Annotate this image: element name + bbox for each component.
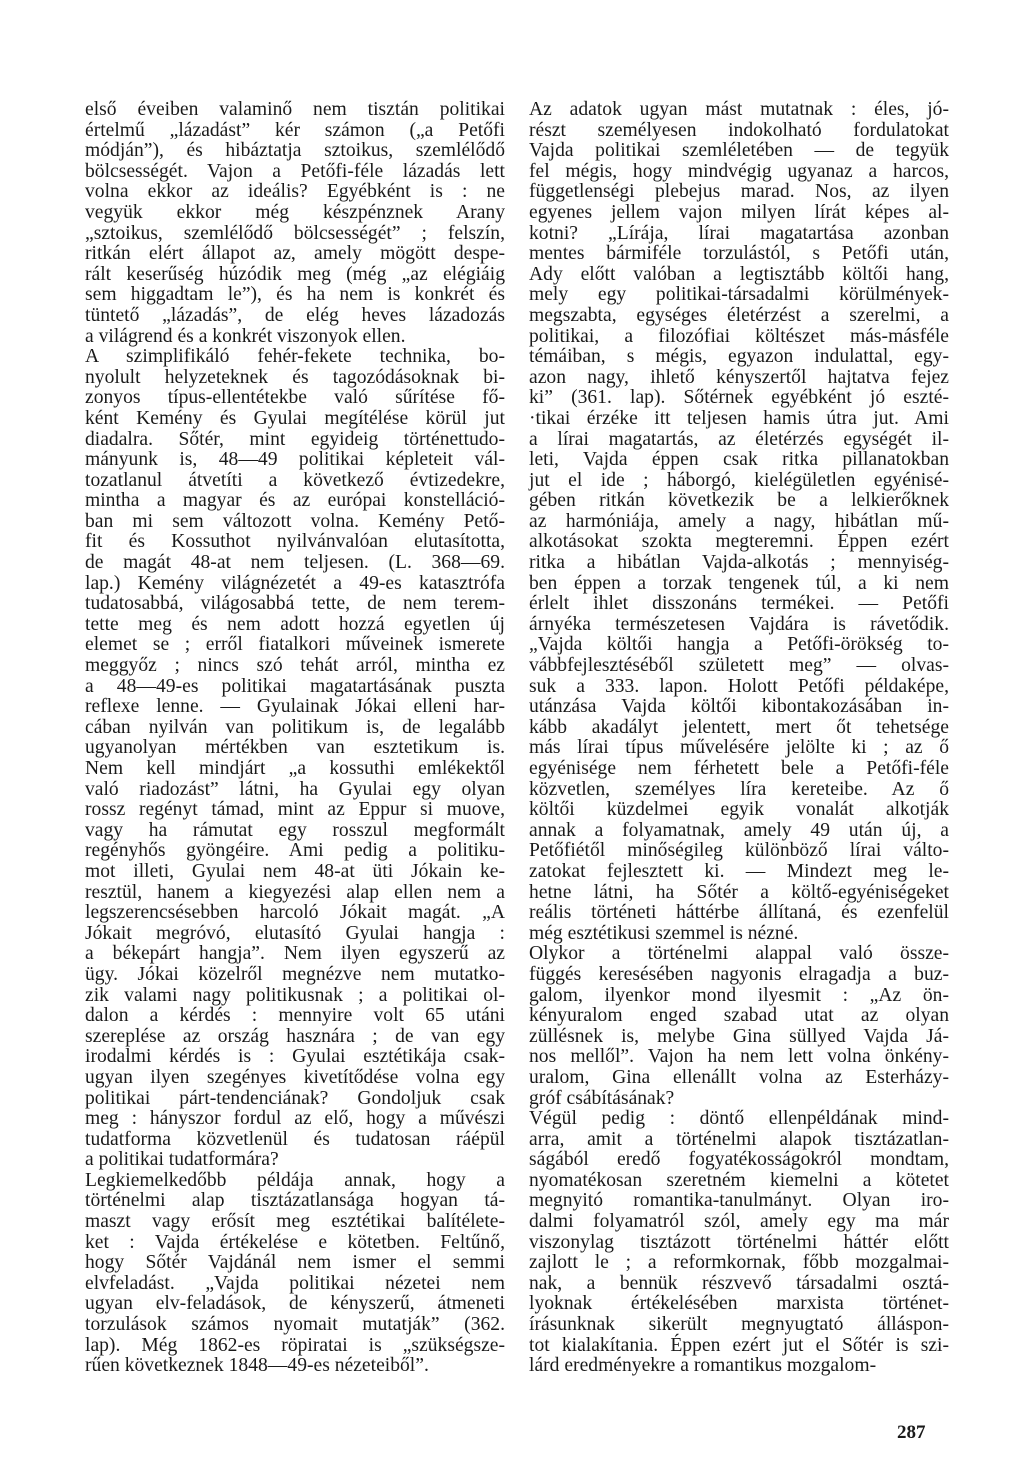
text-line: maszt vagy erősít meg esztétikai balítélete- (85, 1211, 505, 1233)
text-line: Ady előtt valóban a legtisztább költői hang, (529, 263, 949, 285)
text-line: mányunk is, 48—49 politikai képleteit vál- (85, 449, 505, 471)
text-line: szereplése az ország hasznára ; de van egy (85, 1025, 505, 1047)
text-line: ugyan ilyen szegényes kivetítődése volna egy (85, 1066, 505, 1088)
text-line: megnyitó romantika-tanulmányt. Olyan iro- (529, 1190, 949, 1212)
text-line: elemet se ; erről fiatalkori műveinek ismerete (85, 634, 505, 656)
text-line: Végül pedig : döntő ellenpéldának mind- (529, 1108, 949, 1130)
page-number: 287 (897, 1422, 926, 1443)
text-line: lap). Még 1862-es röpiratai is „szükségsze- (85, 1334, 505, 1356)
text-line: annak a folyamatnak, amely 49 után új, a (529, 819, 949, 841)
text-line: még esztétikusi szemmel is nézné. (529, 922, 799, 944)
text-line: mentes bármiféle torzulástól, s Petőfi után, (529, 243, 949, 265)
text-line: a lírai magatartás, az életérzés egységét il- (529, 428, 949, 450)
text-line: árnyéka természetesen Vajdára is rávetődik. (529, 613, 949, 635)
text-line: politikai párt-tendenciának? Gondoljuk csak (85, 1087, 505, 1109)
text-line: kényuralom enged szabad utat az olyan (529, 1005, 949, 1027)
text-line: a 48—49-es politikai magatartásának puszta (85, 675, 505, 697)
text-line: Jókait megróvó, elutasító Gyulai hangja : (85, 922, 505, 944)
text-line: tudatforma közvetlenül és tudatosan ráépül (85, 1128, 505, 1150)
text-line: arra, amit a történelmi alapok tisztázatlan- (529, 1128, 949, 1150)
text-line: Legkiemelkedőbb példája annak, hogy a (85, 1169, 505, 1191)
text-line: ben éppen a torzak tengenek túl, a ki nem (529, 572, 949, 594)
text-line: alkotásokat szokta megteremni. Éppen ezért (529, 531, 949, 553)
text-line: viszonylag tisztázott történelmi háttér előtt (529, 1231, 949, 1253)
text-line: nyomatékosan szeretném kiemelni a kötetet (529, 1169, 949, 1191)
text-line: vagy ha rámutat egy rosszul megformált (85, 819, 505, 841)
text-line: azon nagy, ihlető kényszertől hajtatva fejez (529, 366, 949, 388)
text-line: részt személyesen indokolható fordulatokat (529, 119, 949, 141)
text-line: regényhős gyöngéire. Ami pedig a politiku- (85, 840, 505, 862)
text-line: „sztoikus, szemlélődő bölcsességét” ; felszín, (85, 222, 505, 244)
text-line: lyoknak értékelésében marxista történet- (529, 1293, 949, 1315)
text-line: de magát 48-at nem teljesen. (L. 368—69. (85, 552, 505, 574)
text-line: ritka a hibátlan Vajda-alkotás ; mennyiség- (529, 552, 949, 574)
text-line: rossz regényt támad, mint az Eppur si muove, (85, 799, 505, 821)
text-line: irodalmi kérdés is : Gyulai esztétikája csak- (85, 1046, 505, 1068)
text-line: ugyanolyan mértékben van esztetikum is. (85, 737, 505, 759)
text-line: A szimplifikáló fehér-fekete technika, bo- (85, 346, 505, 368)
text-line: ·tikai érzéke itt teljesen hamis útra jut. Ami (529, 407, 949, 429)
text-line: sem higgadtam le”), és ha nem is konkrét és (85, 284, 505, 306)
text-line: vábbfejlesztéséből született meg” — olvas- (529, 655, 949, 677)
text-line: mely egy politikai-társadalmi körülmények- (529, 284, 949, 306)
text-line: értelmű „lázadást” kér számon („a Petőfi (85, 119, 505, 141)
text-line: ritkán elért állapot az, amely mögött despe- (85, 243, 505, 265)
text-line: írásunknak sikerült megnyugtató álláspon- (529, 1314, 949, 1336)
text-line: leti, Vajda éppen csak ritka pillanatokban (529, 449, 949, 471)
text-line: zatokat fejlesztett ki. — Mindezt meg le- (529, 860, 949, 882)
text-line: cában nyilván van politikum is, de legalább (85, 716, 505, 738)
text-line: gróf csábításának? (529, 1087, 675, 1109)
text-line: volna ekkor az ideális? Egyébként is : ne (85, 181, 505, 203)
text-line: elvfeladást. „Vajda politikai nézetei nem (85, 1272, 505, 1294)
text-line: dalmi folyamatról szól, amely egy ma már (529, 1211, 949, 1233)
text-line: galom, ilyenkor mond ilyesmit : „Az ön- (529, 984, 949, 1006)
text-line: ban mi sem változott volna. Kemény Pető- (85, 510, 505, 532)
text-line: történelmi alap tisztázatlansága hogyan tá- (85, 1190, 505, 1212)
right-text-column (529, 100, 949, 1377)
text-line: resztül, hanem a kiegyezési alap ellen nem a (85, 881, 505, 903)
text-line: költői küzdelmei egyik vonalát alkotják (529, 799, 949, 821)
text-line: érlelt ihlet disszonáns termékei. — Petőfi (529, 593, 949, 615)
text-line: fel mégis, hogy mindvégig ugyanaz a harcos, (529, 160, 949, 182)
text-line: Olykor a történelmi alappal való össze- (529, 943, 949, 965)
text-line: tozatlanul átvetíti a következő évtizedekre, (85, 469, 505, 491)
text-line: egyenes jellem vajon milyen lírát képes al- (529, 201, 949, 223)
text-line: lap.) Kemény világnézetét a 49-es katasztrófa (85, 572, 505, 594)
text-line: reális történeti háttérbe állítaná, és ezenfelül (529, 902, 949, 924)
text-line: torzulások számos nyomait mutatják” (362. (85, 1314, 505, 1336)
text-line: zonyos típus-ellentétekbe való sűrítése fő- (85, 387, 505, 409)
text-line: uralom, Gina ellenállt volna az Esterházy- (529, 1066, 949, 1088)
text-line: „Vajda költői hangja a Petőfi-örökség to- (529, 634, 949, 656)
text-line: nos mellől”. Vajon ha nem lett volna önkény- (529, 1046, 949, 1068)
text-line: bölcsességét. Vajon a Petőfi-féle lázadás lett (85, 160, 505, 182)
text-line: a politikai tudatformára? (85, 1149, 279, 1171)
text-line: lárd eredményekre a romantikus mozgalom- (529, 1355, 877, 1377)
text-line: ket : Vajda értékelése e kötetben. Feltűnő, (85, 1231, 505, 1253)
text-line: közvetlen, személyes líra kereteibe. Az ő (529, 778, 949, 800)
text-line: ként Kemény és Gyulai megítélése körül jut (85, 407, 505, 429)
text-line: tüntető „lázadás”, de elég heves lázadozás (85, 304, 505, 326)
text-line: hogy Sőtér Vajdánál nem ismer el semmi (85, 1252, 505, 1274)
text-line: rűen következnek 1848—49-es nézeteiből”. (85, 1355, 429, 1377)
text-line: nak, a bennük részvevő társadalmi osztá- (529, 1272, 949, 1294)
text-line: rált keserűség húzódik meg (még „az elégiáig (85, 263, 505, 285)
text-line: suk a 333. lapon. Holott Petőfi példaképe, (529, 675, 949, 697)
text-line: a világrend és a konkrét viszonyok ellen. (85, 325, 406, 347)
text-line: vegyük ekkor még készpénznek Arany (85, 201, 505, 223)
text-line: Petőfiétől minőségileg különböző lírai válto- (529, 840, 949, 862)
text-line: diadalra. Sőtér, mint egyideig történettudo- (85, 428, 505, 450)
left-text-column (85, 100, 505, 1377)
text-line: témáiban, s mégis, egyazon indulattal, egy- (529, 346, 949, 368)
text-line: zajlott le ; a reformkornak, főbb mozgalmai- (529, 1252, 949, 1274)
text-line: Az adatok ugyan mást mutatnak : éles, jó- (529, 99, 949, 120)
text-line: meg : hányszor fordul az elő, hogy a művészi (85, 1108, 505, 1130)
text-line: való riadozást” látni, ha Gyulai egy olyan (85, 778, 505, 800)
text-line: Vajda politikai szemléletében — de tegyük (529, 140, 949, 162)
text-line: függetlenségi plebejus marad. Nos, az ilyen (529, 181, 949, 203)
text-line: utánzása Vajda költői kibontakozásában in- (529, 696, 949, 718)
text-line: politikai, a filozófiai költészet más-másféle (529, 325, 949, 347)
text-line: mintha a magyar és az európai konstelláció- (85, 490, 505, 512)
text-line: Nem kell mindjárt „a kossuthi emlékektől (85, 758, 505, 779)
text-line: legszerencsésebben harcoló Jókait magát. „A (85, 902, 505, 924)
text-line: ságából eredő fogyatékosságokról mondtam, (529, 1149, 949, 1171)
text-line: tette meg és nem adott hozzá egyetlen új (85, 613, 505, 635)
text-line: tot kialakítania. Éppen ezért jut el Sőtér is szi- (529, 1334, 949, 1356)
text-line: módján”), és hibáztatja sztoikus, szemlélődő (85, 140, 505, 162)
text-line: ügy. Jókai közelről megnézve nem mutatko- (85, 963, 505, 985)
text-line: hetne látni, ha Sőtér a költő-egyéniségeket (529, 881, 949, 903)
text-line: más lírai típus művelésére jelölte ki ; az ő (529, 737, 949, 759)
text-line: első éveiben valaminő nem tisztán politikai (85, 99, 505, 120)
text-line: egyénisége nem férhetett bele a Petőfi-féle (529, 758, 949, 779)
text-line: zik valami nagy politikusnak ; a politikai ol- (85, 984, 505, 1006)
text-line: mot illeti, Gyulai nem 48-at üti Jókain ke- (85, 860, 505, 882)
text-line: kább akadályt jelentett, mert őt tehetsége (529, 716, 949, 738)
text-line: züllésnek is, melybe Gina süllyed Vajda Já- (529, 1025, 949, 1047)
text-line: tudatosabbá, világosabbá tette, de nem terem- (85, 593, 505, 615)
text-line: gében ritkán következik be a lelkierőknek (529, 490, 949, 512)
text-line: kotni? „Lírája, lírai magatartása azonban (529, 222, 949, 244)
text-line: ki” (361. lap). Sőtérnek egyébként jó eszté- (529, 387, 949, 409)
text-line: reflexe lenne. — Gyulainak Jókai elleni har- (85, 696, 505, 718)
text-line: ugyan elv-feladások, de kényszerű, átmeneti (85, 1293, 505, 1315)
text-line: jut el ide ; háborgó, kielégületlen egyénisé- (529, 469, 949, 491)
text-line: az harmóniája, amely a nagy, hibátlan mű- (529, 510, 949, 532)
text-line: fit és Kossuthot nyilvánvalóan elutasította, (85, 531, 505, 553)
text-line: dalon a kérdés : mennyire volt 65 utáni (85, 1005, 505, 1027)
text-line: meggyőz ; nincs szó tehát arról, mintha ez (85, 655, 505, 677)
text-line: megszabta, egységes életérzést a szerelmi, a (529, 304, 949, 326)
text-line: nyolult helyzeteknek és tagozódásoknak bi- (85, 366, 505, 388)
text-line: függés keresésében nagyonis elragadja a buz- (529, 963, 949, 985)
text-line: a békepárt hangja”. Nem ilyen egyszerű az (85, 943, 505, 965)
